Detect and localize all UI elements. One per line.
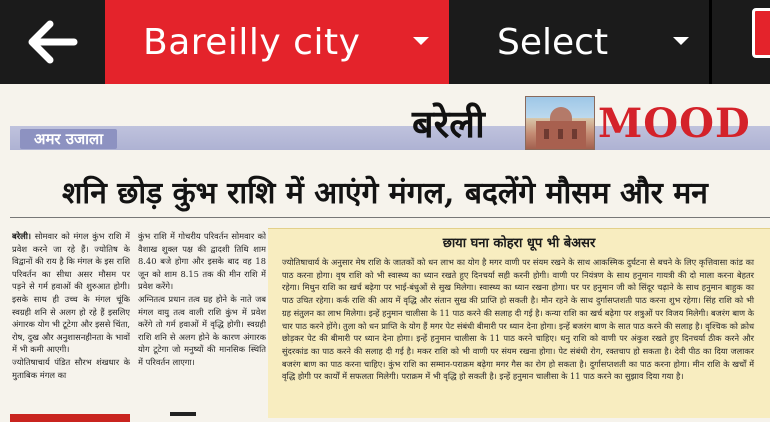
box-text: ज्योतिषाचार्य के अनुसार मेष राशि के जातकों को धन लाभ का योग है मगर वाणी पर संयम रखने के साथ आकस्मिक दुर्घटना से बचने के लिए कृत्तिवासा कांड का पाठ करना होगा। वृष राशि को भी स्वास्थ्य का ध्यान रखते हुए दिनचर्या सही करनी होगी। वाणी पर नियंत्रण के साथ हनुमान गायत्री की दो माला करना बेहतर रहेगा। मिथुन राशि का खर्च बढ़ेगा पर भाई-बंधुओं से सुख मिलेगा। स्वास्थ्य का ध्यान रखना होगा। घर पर हनुमान जी को सिंदूर चढ़ाने के साथ हनुमान बाहुक का पाठ उचित रहेगा। कर्क राशि की आय में वृद्धि और संतान सुख की प्राप्ति हो सकती है। मौन रहने के साथ दुर्गासप्तशती पाठ करना शुभ रहेगा। सिंह राशि को भी ग्रह संतुलन का लाभ मिलेगा। इन्हें हनुमान चालीसा के 11 पाठ करने की सलाह दी गई है। कन्या राशि का खर्च बढ़ेगा पर शत्रुओं पर विजय मिलेगी। बजरंग बाण के चार पाठ करने होंगे। तुला को धन प्राप्ति के योग हैं मगर पेट संबंधी बीमारी पर ध्यान देना होगा। इन्हें बजरंग बाण के सात पाठ करने की सलाह है। वृश्चिक को क्रोध छोड़कर पेट की बीमारी पर ध्यान देना होगा। इन्हें हनुमान चालीसा के 11 पाठ करने चाहिए। धनु राशि को वाणी पर अंकुश रखते हुए दिनचर्या ठीक करने और सुंदरकांड का पाठ करने की सलाह दी गई है। मकर राशि को भी वाणी पर संयम रखना होगा। पेट संबंधी रोग, रक्तचाप हो सकता है। देवी पीठ का दिया जलाकर बजरंग बाण का पाठ करना चाहिए। कुंभ राशि का सम्मान-पराक्रम बढ़ेगा मगर गैस का रोग हो सकता है। दुर्गासप्तशती का पाठ करना होगा। मीन राशि के खर्चों में वृद्धि होगी पर कार्यों में सफलता मिलेगी। पराक्रम में भी वृद्धि हो सकती है। इन्हें हनुमान चालीसा के 11 पाठ करने का सुझाव दिया गया है।	[282, 257, 754, 382]
dateline: बरेली।	[12, 231, 32, 241]
article-column-2	[138, 230, 266, 420]
masthead	[0, 84, 770, 154]
caret-down-icon	[413, 37, 429, 45]
box-title: छाया घना कोहरा धूप भी बेअसर	[442, 236, 596, 251]
filter-dropdown[interactable]	[449, 0, 709, 84]
article-headline: शनि छोड़ कुंभ राशि में आएंगे मंगल, बदलेंगे मौसम और मन	[62, 176, 708, 211]
top-app-bar	[0, 0, 770, 84]
article-text: अग्नितत्व प्रधान तत्व ग्रह होने के नाते जब मंगल वायु तत्व वाली राशि कुंभ में प्रवेश करेंगे तो गर्म हवाओं में वृद्धि होगी। स्वग्रही राशि शनि से अलग होने के कारण अंगारक योग टूटेगा जो मनुष्यों की मानसिक स्थिति में परिवर्तन लाएगा।	[138, 293, 266, 367]
sidebar-box	[268, 228, 770, 418]
back-button[interactable]	[0, 0, 105, 84]
city-dropdown[interactable]	[105, 0, 449, 84]
landmark-photo	[525, 96, 595, 150]
back-arrow-icon	[28, 20, 78, 64]
newspaper-logo: अमर उजाला	[20, 129, 117, 149]
next-headline-fragment	[170, 412, 196, 422]
article-text: ज्योतिषाचार्य पंडित सौरभ शंखधार के मुताबिक मंगल का	[12, 356, 130, 380]
next-article-strip	[10, 414, 130, 422]
article-text: कुंभ राशि में गोचरीय परिवर्तन सोमवार को वैशाख शुक्ल पक्ष की द्वादशी तिथि शाम 8.40 बजे होगा और इसके बाद वह 18 जून को शाम 8.15 तक की मीन राशि में प्रवेश करेंगे।	[138, 231, 266, 292]
headline-rule	[10, 217, 770, 218]
filter-dropdown-value: Select	[497, 21, 609, 63]
toolbar-divider	[709, 0, 712, 84]
next-tab-button[interactable]	[752, 8, 770, 58]
section-title: MOOD	[598, 100, 751, 147]
article-text: सोमवार को मंगल कुंभ राशि में प्रवेश करने जा रहे हैं। ज्योतिष के विद्वानों की राय है कि मंगल के इस राशि परिवर्तन का सीधा असर मौसम पर पड़ने से गर्म हवाओं की शुरुआत होगी। इसके साथ ही उच्च के मंगल चूंकि स्वग्रही शनि से अलग हो रहे हैं इसलिए अंगारक योग भी टूटेगा और इससे चिंता, रोष, दुख और अनुशासनहीनता के भावों में भी कमी आएगी।	[12, 231, 130, 355]
city-dropdown-value: Bareilly city	[143, 21, 361, 63]
city-title: बरेली	[412, 101, 485, 146]
caret-down-icon	[673, 37, 689, 45]
newspaper-page	[0, 84, 770, 422]
article-column-1	[12, 230, 130, 420]
